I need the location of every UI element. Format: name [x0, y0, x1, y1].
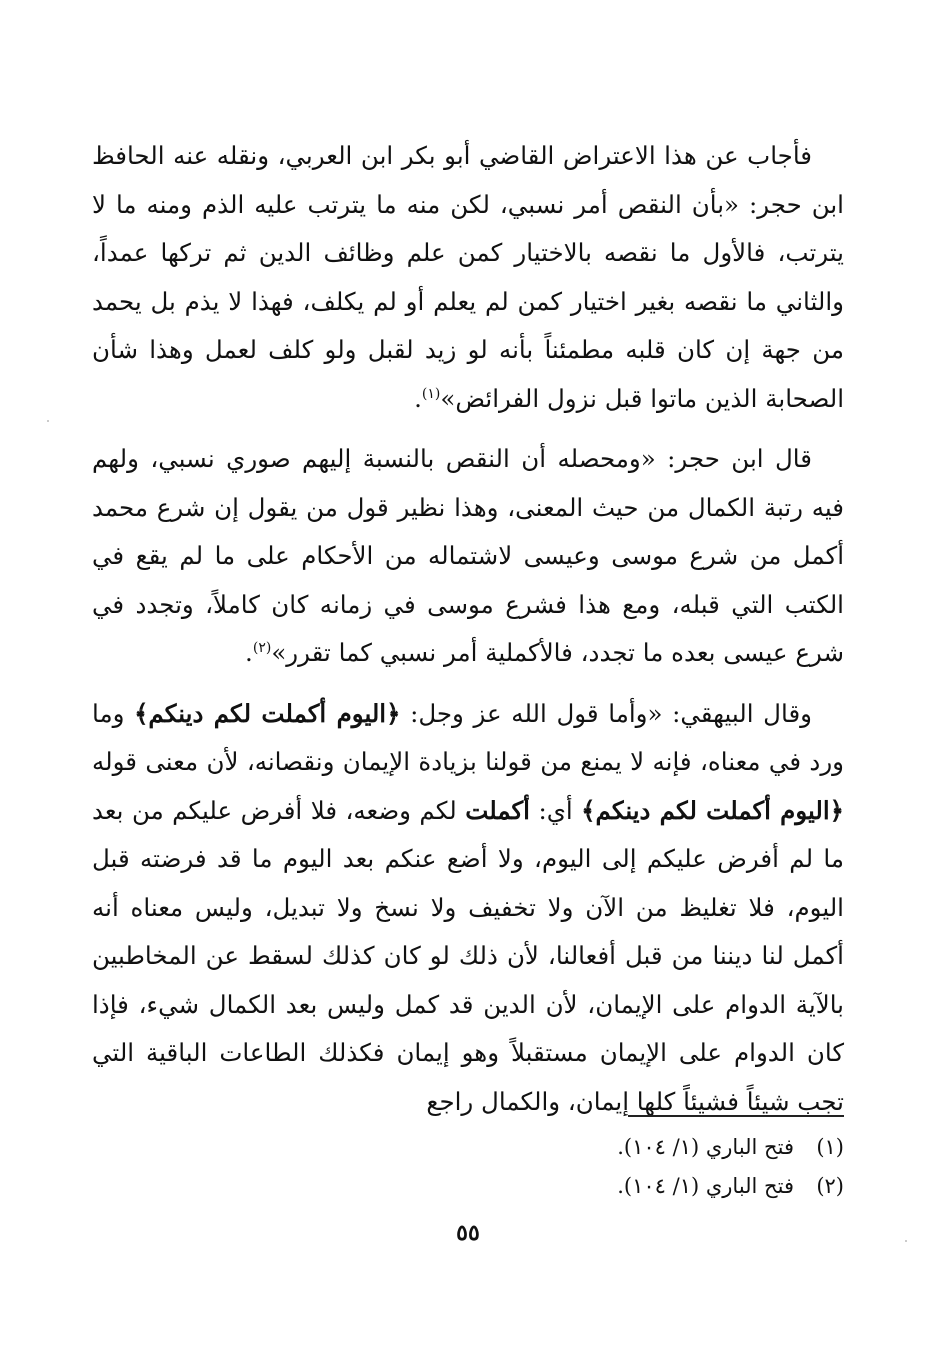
- footnote-separator: [628, 1115, 844, 1117]
- footnote-2: [444, 1167, 844, 1206]
- paragraph-2: [92, 435, 844, 678]
- footnote-1-text: فتح الباري (١/ ١٠٤).: [617, 1135, 794, 1159]
- footnotes: [444, 1128, 844, 1206]
- footnote-ref-2: (٢): [252, 639, 272, 656]
- paragraph-2-text: قال ابن حجر: «ومحصله أن النقص بالنسبة إليهم صوري نسبي، ولهم فيه رتبة الكمال من حيث المعنى، وهذا نظير قول من يقول إن شرع محمد أكمل من شرع موسى وعيسى لاشتماله من الأحكام على ما لم يقع في الكتب التي قبله، ومع هذا فشرع موسى في زمانه كان كاملاً، وتجدد في شرع عيسى بعده ما تجدد، فالأكملية أمر نسبي كما تقرر»: [92, 444, 844, 667]
- paragraph-3-part-1: وقال البيهقي: «وأما قول الله عز وجل:: [400, 698, 812, 728]
- footnote-2-text: فتح الباري (١/ ١٠٤).: [617, 1174, 794, 1198]
- footnote-1: [444, 1128, 844, 1167]
- page-number: ٥٥: [456, 1220, 480, 1246]
- paragraph-1: [92, 132, 844, 423]
- footnote-ref-1: (١): [421, 385, 441, 402]
- paragraph-2-end: .: [245, 638, 253, 667]
- paragraph-3: [92, 690, 844, 1127]
- paragraph-3-part-4: لكم وضعه، فلا أفرض عليكم من بعد ما لم أفرض عليكم إلى اليوم، ولا أضع عنكم بعد اليوم ما قد فرضته قبل اليوم، فلا تغليظ من الآن ولا تخفيف ولا نسخ ولا تبديل، وليس معناه أنه أكمل لنا ديننا من قبل أفعالنا، لأن ذلك لو كان كذلك لسقط عن المخاطبين بالآية الدوام على الإيمان، لأن الدين قد كمل وليس بعد الكمال شيء، فإذا كان الدوام على الإيمان مستقبلاً وهو إيمان فكذلك الطاعات الباقية التي تجب شيئاً فشيئاً كلها إيمان، والكمال راجع: [92, 795, 844, 1116]
- paragraph-1-text: فأجاب عن هذا الاعتراض القاضي أبو بكر ابن العربي، ونقله عنه الحافظ ابن حجر: «بأن النقص أمر نسبي، لكن منه ما يترتب عليه الذم ومنه ما لا يترتب، فالأول ما نقصه بالاختيار كمن علم وظائف الدين ثم تركها عمداً، والثاني ما نقصه بغير اختيار كمن لم يعلم أو لم يكلف، فهذا لا يذم بل يحمد من جهة إن كان قلبه مطمئناً بأنه لو زيد لقبل ولو كلف لعمل وهذا شأن الصحابة الذين ماتوا قبل نزول الفرائض»: [92, 141, 844, 413]
- paragraph-1-end: .: [414, 383, 422, 413]
- bold-phrase: أكملت: [465, 795, 530, 825]
- scan-speck: [47, 420, 49, 422]
- paragraph-3-part-3: أي:: [530, 795, 582, 825]
- quran-quote-2: ﴿اليوم أكملت لكم دينكم﴾: [581, 795, 844, 825]
- quran-quote-1: ﴿اليوم أكملت لكم دينكم﴾: [134, 698, 401, 728]
- paragraph-3-part-2: وما ورد في معناه، فإنه لا يمنع من قولنا بزيادة الإيمان ونقصانه، لأن معنى قوله: [92, 698, 844, 776]
- footnote-1-number: (١): [816, 1135, 844, 1159]
- footnote-2-number: (٢): [816, 1174, 844, 1198]
- scan-speck: [905, 1240, 907, 1242]
- main-text: [92, 132, 844, 1138]
